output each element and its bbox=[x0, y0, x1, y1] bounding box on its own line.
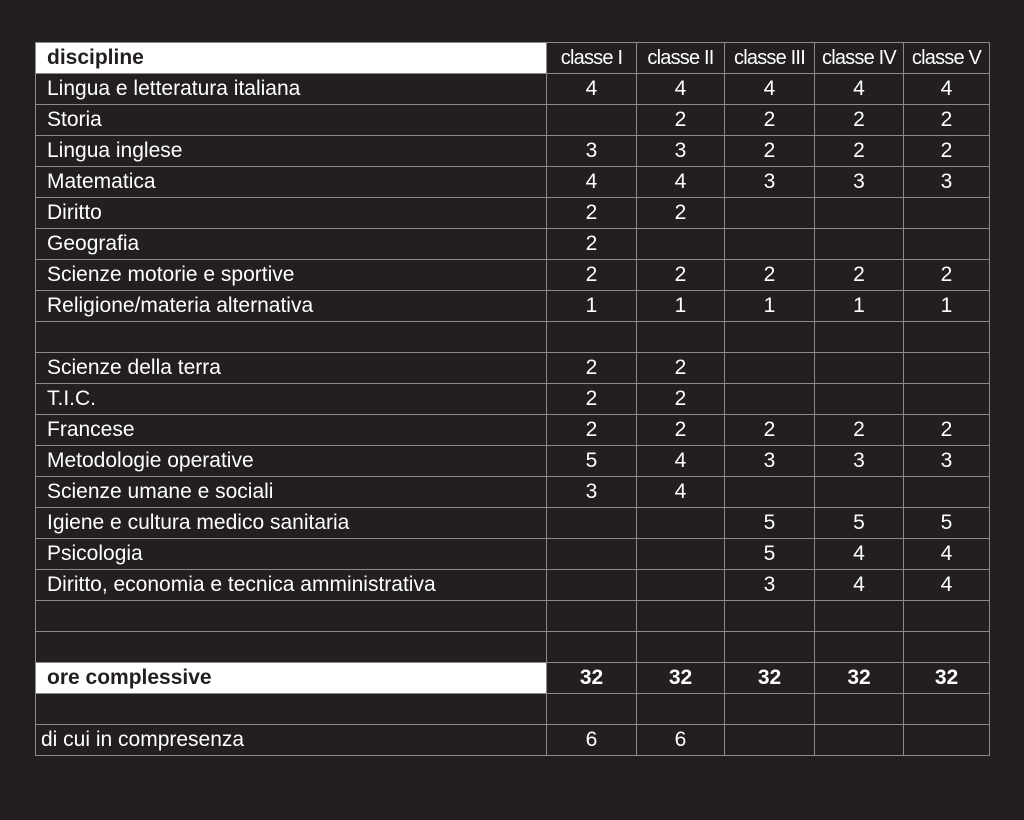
subject-name: Igiene e cultura medico sanitaria bbox=[36, 508, 547, 539]
hours-cell bbox=[637, 322, 725, 353]
hours-cell: 1 bbox=[815, 291, 904, 322]
hours-cell bbox=[815, 477, 904, 508]
hours-cell: 4 bbox=[815, 570, 904, 601]
hours-cell: 5 bbox=[815, 508, 904, 539]
subject-name bbox=[36, 632, 547, 663]
hours-cell: 5 bbox=[725, 539, 815, 570]
hours-cell bbox=[725, 632, 815, 663]
hours-cell: 4 bbox=[637, 74, 725, 105]
class-header: classe II bbox=[637, 43, 725, 74]
total-value: 32 bbox=[637, 663, 725, 694]
hours-cell: 3 bbox=[547, 477, 637, 508]
table-row bbox=[36, 508, 990, 539]
table-row bbox=[36, 415, 990, 446]
hours-cell: 2 bbox=[637, 260, 725, 291]
hours-cell: 2 bbox=[547, 198, 637, 229]
hours-cell: 2 bbox=[547, 415, 637, 446]
table-row bbox=[36, 446, 990, 477]
subjects-body bbox=[36, 74, 990, 663]
hours-cell bbox=[904, 198, 990, 229]
table-row bbox=[36, 384, 990, 415]
hours-cell: 2 bbox=[815, 415, 904, 446]
hours-cell bbox=[725, 353, 815, 384]
hours-cell bbox=[904, 601, 990, 632]
table-row bbox=[36, 74, 990, 105]
hours-cell: 5 bbox=[904, 508, 990, 539]
subject-name: Storia bbox=[36, 105, 547, 136]
hours-cell bbox=[725, 384, 815, 415]
hours-cell bbox=[547, 322, 637, 353]
copresence-value: 6 bbox=[547, 725, 637, 756]
total-label: ore complessive bbox=[36, 663, 547, 694]
hours-cell bbox=[637, 539, 725, 570]
table-row bbox=[36, 570, 990, 601]
copresence-value bbox=[725, 725, 815, 756]
copresence-label: di cui in compresenza bbox=[36, 725, 547, 756]
empty-cell bbox=[637, 694, 725, 725]
summary-body bbox=[36, 663, 990, 756]
class-header: classe I bbox=[547, 43, 637, 74]
hours-cell: 3 bbox=[815, 446, 904, 477]
subject-name: Lingua inglese bbox=[36, 136, 547, 167]
hours-cell: 3 bbox=[904, 167, 990, 198]
hours-cell: 4 bbox=[815, 539, 904, 570]
total-value: 32 bbox=[904, 663, 990, 694]
empty-row bbox=[36, 632, 990, 663]
hours-cell: 2 bbox=[547, 353, 637, 384]
hours-cell: 2 bbox=[725, 136, 815, 167]
hours-cell bbox=[815, 353, 904, 384]
hours-cell bbox=[815, 229, 904, 260]
hours-cell: 1 bbox=[904, 291, 990, 322]
hours-cell: 3 bbox=[725, 167, 815, 198]
hours-cell: 4 bbox=[547, 167, 637, 198]
hours-cell bbox=[637, 601, 725, 632]
hours-cell bbox=[547, 632, 637, 663]
hours-cell: 4 bbox=[637, 446, 725, 477]
hours-cell: 4 bbox=[904, 74, 990, 105]
hours-cell bbox=[547, 508, 637, 539]
hours-cell bbox=[904, 384, 990, 415]
table-row bbox=[36, 136, 990, 167]
hours-cell: 4 bbox=[547, 74, 637, 105]
table-row bbox=[36, 539, 990, 570]
hours-cell bbox=[637, 632, 725, 663]
table-row bbox=[36, 105, 990, 136]
hours-cell bbox=[904, 353, 990, 384]
hours-cell bbox=[725, 601, 815, 632]
total-value: 32 bbox=[547, 663, 637, 694]
hours-cell: 2 bbox=[815, 136, 904, 167]
table-row bbox=[36, 167, 990, 198]
hours-cell: 2 bbox=[725, 415, 815, 446]
hours-cell: 2 bbox=[815, 105, 904, 136]
hours-cell bbox=[725, 198, 815, 229]
hours-cell: 1 bbox=[547, 291, 637, 322]
hours-cell: 3 bbox=[725, 446, 815, 477]
empty-cell bbox=[904, 694, 990, 725]
subject-name: Geografia bbox=[36, 229, 547, 260]
table-row bbox=[36, 291, 990, 322]
hours-cell bbox=[637, 229, 725, 260]
hours-cell: 2 bbox=[637, 105, 725, 136]
hours-cell: 4 bbox=[904, 570, 990, 601]
table-row bbox=[36, 477, 990, 508]
hours-cell: 2 bbox=[725, 260, 815, 291]
table-row bbox=[36, 260, 990, 291]
empty-cell bbox=[36, 694, 547, 725]
total-value: 32 bbox=[815, 663, 904, 694]
hours-cell: 1 bbox=[637, 291, 725, 322]
hours-cell bbox=[547, 570, 637, 601]
hours-cell: 3 bbox=[637, 136, 725, 167]
hours-cell: 4 bbox=[725, 74, 815, 105]
total-value: 32 bbox=[725, 663, 815, 694]
hours-cell: 2 bbox=[637, 198, 725, 229]
subject-name: Matematica bbox=[36, 167, 547, 198]
hours-table bbox=[35, 42, 990, 756]
subject-name: Diritto bbox=[36, 198, 547, 229]
copresence-value bbox=[904, 725, 990, 756]
subject-name: Francese bbox=[36, 415, 547, 446]
hours-cell bbox=[904, 632, 990, 663]
hours-cell bbox=[904, 229, 990, 260]
subject-name: Religione/materia alternativa bbox=[36, 291, 547, 322]
empty-cell bbox=[815, 694, 904, 725]
hours-cell: 4 bbox=[637, 167, 725, 198]
empty-cell bbox=[725, 694, 815, 725]
empty-row bbox=[36, 322, 990, 353]
hours-cell bbox=[815, 384, 904, 415]
subject-name bbox=[36, 601, 547, 632]
hours-cell bbox=[637, 570, 725, 601]
hours-cell: 2 bbox=[904, 415, 990, 446]
subject-name: T.I.C. bbox=[36, 384, 547, 415]
hours-cell: 4 bbox=[815, 74, 904, 105]
hours-cell: 2 bbox=[904, 260, 990, 291]
hours-cell: 2 bbox=[547, 260, 637, 291]
hours-cell bbox=[725, 229, 815, 260]
hours-cell bbox=[815, 601, 904, 632]
hours-cell: 3 bbox=[904, 446, 990, 477]
hours-cell bbox=[815, 198, 904, 229]
subject-name: Psicologia bbox=[36, 539, 547, 570]
subject-name: Scienze umane e sociali bbox=[36, 477, 547, 508]
hours-cell: 2 bbox=[547, 229, 637, 260]
copresence-value: 6 bbox=[637, 725, 725, 756]
hours-cell: 2 bbox=[904, 105, 990, 136]
hours-cell bbox=[547, 539, 637, 570]
hours-cell: 5 bbox=[725, 508, 815, 539]
hours-cell bbox=[637, 508, 725, 539]
hours-cell: 3 bbox=[815, 167, 904, 198]
subject-name: Scienze motorie e sportive bbox=[36, 260, 547, 291]
hours-cell: 3 bbox=[547, 136, 637, 167]
class-header: classe V bbox=[904, 43, 990, 74]
subject-name: Scienze della terra bbox=[36, 353, 547, 384]
header-row bbox=[36, 43, 990, 74]
hours-cell bbox=[815, 632, 904, 663]
hours-cell: 2 bbox=[637, 353, 725, 384]
subject-name: Diritto, economia e tecnica amministrativa bbox=[36, 570, 547, 601]
subject-name bbox=[36, 322, 547, 353]
hours-cell bbox=[815, 322, 904, 353]
hours-cell bbox=[725, 477, 815, 508]
class-header: classe III bbox=[725, 43, 815, 74]
hours-cell: 4 bbox=[637, 477, 725, 508]
hours-cell: 3 bbox=[725, 570, 815, 601]
hours-cell bbox=[547, 601, 637, 632]
empty-cell bbox=[547, 694, 637, 725]
hours-cell: 2 bbox=[815, 260, 904, 291]
empty-row bbox=[36, 601, 990, 632]
hours-cell bbox=[904, 477, 990, 508]
subject-name: Metodologie operative bbox=[36, 446, 547, 477]
hours-cell: 1 bbox=[725, 291, 815, 322]
copresence-value bbox=[815, 725, 904, 756]
hours-cell: 2 bbox=[637, 384, 725, 415]
hours-cell bbox=[725, 322, 815, 353]
subject-name: Lingua e letteratura italiana bbox=[36, 74, 547, 105]
hours-cell: 2 bbox=[547, 384, 637, 415]
spacer-row bbox=[36, 694, 990, 725]
hours-cell: 2 bbox=[725, 105, 815, 136]
hours-cell: 4 bbox=[904, 539, 990, 570]
total-row bbox=[36, 663, 990, 694]
table-row bbox=[36, 198, 990, 229]
class-header: classe IV bbox=[815, 43, 904, 74]
hours-cell: 5 bbox=[547, 446, 637, 477]
disciplines-header: discipline bbox=[36, 43, 547, 74]
hours-cell: 2 bbox=[637, 415, 725, 446]
table-row bbox=[36, 353, 990, 384]
hours-cell bbox=[904, 322, 990, 353]
copresence-row bbox=[36, 725, 990, 756]
table-row bbox=[36, 229, 990, 260]
hours-cell bbox=[547, 105, 637, 136]
hours-cell: 2 bbox=[904, 136, 990, 167]
